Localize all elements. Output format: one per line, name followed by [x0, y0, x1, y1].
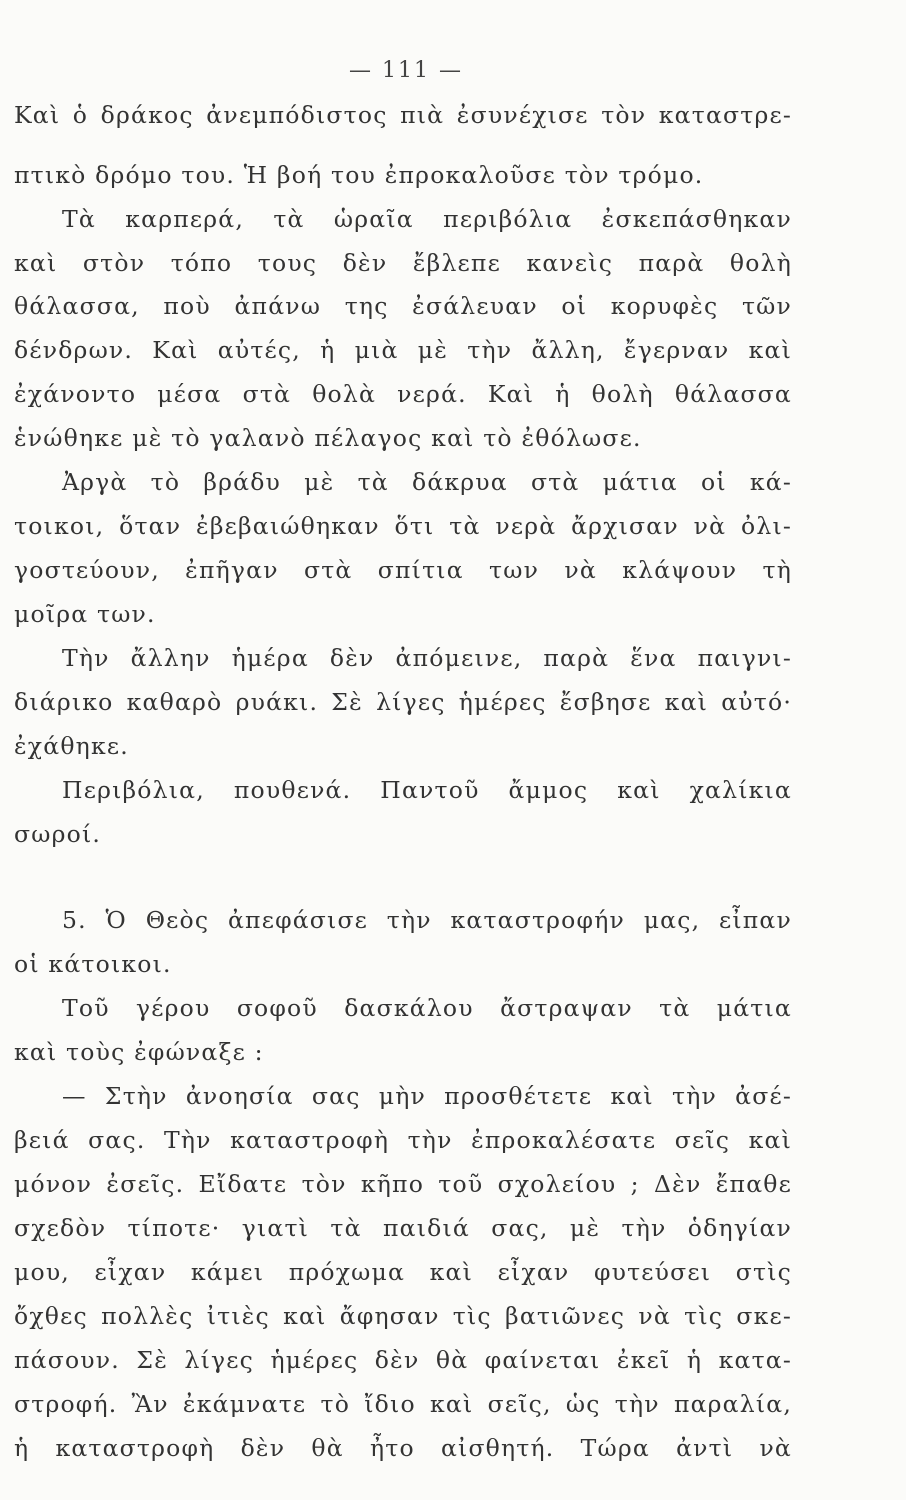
text-line: σωροί. [14, 820, 102, 848]
text-line: βειά σας. Τὴν καταστροφὴ τὴν ἐπροκαλέσατε σεῖς καὶ [14, 1126, 792, 1154]
text-line: θάλασσα, ποὺ ἀπάνω της ἐσάλευαν οἱ κορυφὲς τῶν [14, 292, 792, 320]
text-line: Τὰ καρπερά, τὰ ὡραῖα περιβόλια ἐσκεπάσθηκαν [62, 205, 792, 233]
text-line: ἑνώθηκε μὲ τὸ γαλανὸ πέλαγος καὶ τὸ ἐθόλωσε. [14, 424, 642, 452]
text-line: ἐχάθηκε. [14, 732, 129, 760]
text-line: καὶ στὸν τόπο τους δὲν ἔβλεπε κανεὶς παρὰ θολὴ [14, 249, 792, 277]
text-line: ὄχθες πολλὲς ἰτιὲς καὶ ἄφησαν τὶς βατιῶνες νὰ τὶς σκε- [14, 1302, 792, 1330]
text-line: καὶ τοὺς ἐφώναξε : [14, 1038, 264, 1066]
text-line: στροφή. Ἂν ἐκάμνατε τὸ ἴδιο καὶ σεῖς, ὡς τὴν παραλία, [14, 1390, 792, 1418]
text-line: τοικοι, ὅταν ἐβεβαιώθηκαν ὅτι τὰ νερὰ ἄρχισαν νὰ ὀλι- [14, 512, 792, 540]
text-line: διάρικο καθαρὸ ρυάκι. Σὲ λίγες ἡμέρες ἔσβησε καὶ αὐτό· [14, 688, 792, 716]
text-line: ἡ καταστροφὴ δὲν θὰ ἦτο αἰσθητή. Τώρα ἀντὶ νὰ [14, 1434, 792, 1462]
text-line: μου, εἶχαν κάμει πρόχωμα καὶ εἶχαν φυτεύσει στὶς [14, 1258, 792, 1286]
text-line: μοῖρα των. [14, 600, 156, 628]
text-line: σχεδὸν τίποτε· γιατὶ τὰ παιδιά σας, μὲ τὴν ὁδηγίαν [14, 1214, 792, 1242]
text-line: μόνον ἐσεῖς. Εἴδατε τὸν κῆπο τοῦ σχολείου ; Δὲν ἔπαθε [14, 1170, 792, 1198]
text-line: οἱ κάτοικοι. [14, 950, 172, 978]
text-line: 5. Ὁ Θεὸς ἀπεφάσισε τὴν καταστροφήν μας, εἶπαν [62, 906, 792, 934]
text-line: πάσουν. Σὲ λίγες ἡμέρες δὲν θὰ φαίνεται ἐκεῖ ἡ κατα- [14, 1346, 792, 1374]
text-line: γοστεύουν, ἐπῆγαν στὰ σπίτια των νὰ κλάψουν τὴ [14, 556, 792, 584]
text-line: Περιβόλια, πουθενά. Παντοῦ ἄμμος καὶ χαλίκια [62, 776, 792, 804]
text-line: Καὶ ὁ δράκος ἀνεμπόδιστος πιὰ ἐσυνέχισε τὸν καταστρε- [14, 101, 792, 129]
text-line: δένδρων. Καὶ αὐτές, ἡ μιὰ μὲ τὴν ἄλλη, ἔγερναν καὶ [14, 336, 792, 364]
text-line: πτικὸ δρόμο του. Ἡ βοή του ἐπροκαλοῦσε τὸν τρόμο. [14, 161, 704, 189]
text-line: Τοῦ γέρου σοφοῦ δασκάλου ἄστραψαν τὰ μάτια [62, 994, 792, 1022]
page-number: — 111 — [349, 58, 463, 83]
text-line: ἐχάνοντο μέσα στὰ θολὰ νερά. Καὶ ἡ θολὴ θάλασσα [14, 380, 792, 408]
text-line: Ἀργὰ τὸ βράδυ μὲ τὰ δάκρυα στὰ μάτια οἱ κά- [62, 468, 792, 496]
text-line: Τὴν ἄλλην ἡμέρα δὲν ἀπόμεινε, παρὰ ἕνα παιγνι- [62, 644, 792, 672]
text-line: — Στὴν ἀνοησία σας μὴν προσθέτετε καὶ τὴν ἀσέ- [62, 1082, 792, 1110]
